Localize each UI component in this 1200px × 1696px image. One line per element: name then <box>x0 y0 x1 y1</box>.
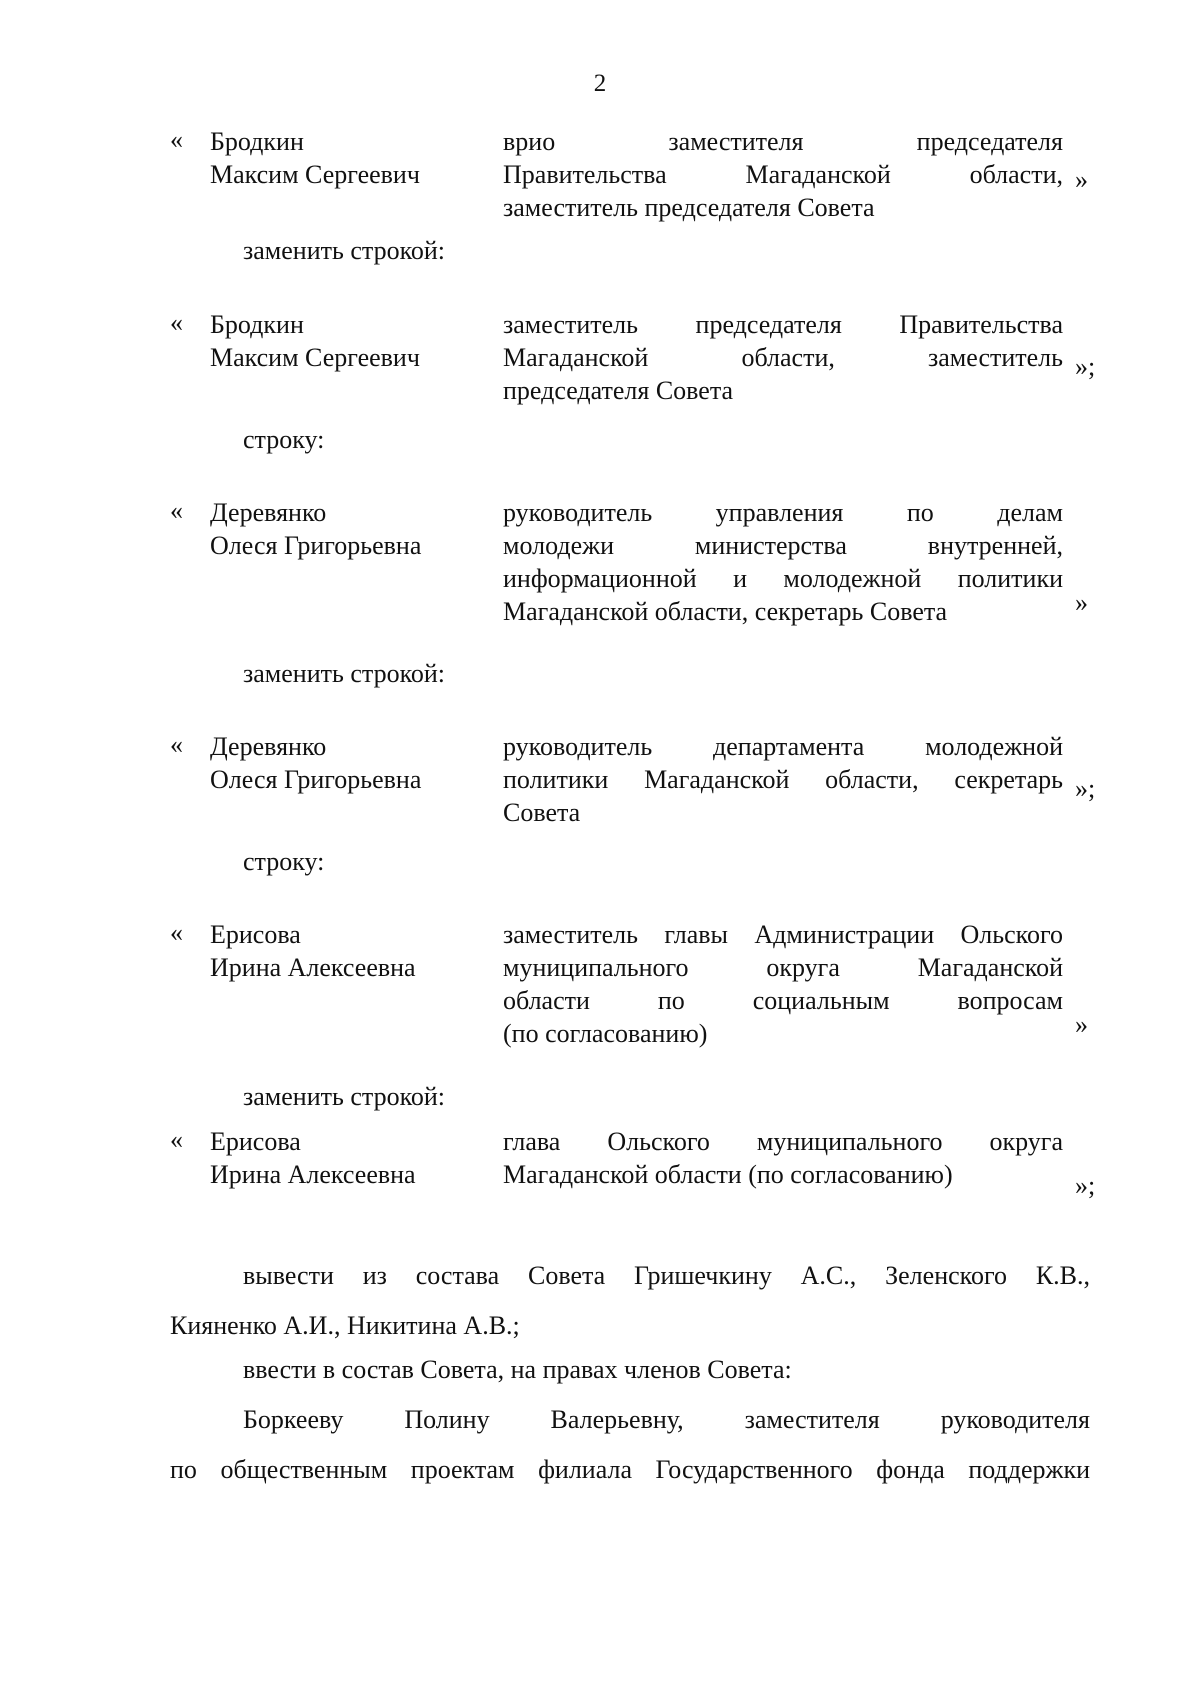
position-description <box>503 1125 1063 1191</box>
instruction-line: строку: <box>243 847 325 876</box>
position-line: области по социальным вопросам <box>503 986 1063 1015</box>
page-number: 2 <box>593 70 607 97</box>
position-line: (по согласованию) <box>503 1019 708 1048</box>
position-line: Магаданской области, секретарь Совета <box>503 597 948 626</box>
position-description <box>503 730 1063 829</box>
person-name <box>210 1125 490 1191</box>
position-line: Магаданской области, заместитель <box>503 343 1063 372</box>
quote-close: » <box>1075 1010 1088 1039</box>
paragraph-line: по общественным проектам филиала Государственного фонда поддержки <box>170 1455 1090 1484</box>
surname: Ерисова <box>210 920 301 949</box>
person-name <box>210 918 490 984</box>
quote-close: »; <box>1075 1171 1096 1200</box>
paragraph-line: Кияненко А.И., Никитина А.В.; <box>170 1311 520 1340</box>
quote-open: « <box>170 125 183 154</box>
quote-open: « <box>170 308 183 337</box>
position-line: председателя Совета <box>503 376 734 405</box>
quote-open: « <box>170 496 183 525</box>
given-names: Ирина Алексеевна <box>210 953 416 982</box>
given-names: Максим Сергеевич <box>210 160 420 189</box>
person-name <box>210 308 490 374</box>
position-description <box>503 496 1063 628</box>
position-line: заместитель председателя Правительства <box>503 310 1063 339</box>
person-name <box>210 730 490 796</box>
removal-paragraph <box>170 1251 1090 1351</box>
position-description <box>503 918 1063 1050</box>
position-line: заместитель главы Администрации Ольского <box>503 920 1063 949</box>
position-line: муниципального округа Магаданской <box>503 953 1063 982</box>
position-line: руководитель департамента молодежной <box>503 732 1063 761</box>
surname: Бродкин <box>210 310 304 339</box>
person-name <box>210 496 490 562</box>
quote-open: « <box>170 730 183 759</box>
surname: Деревянко <box>210 732 327 761</box>
paragraph-line: Боркееву Полину Валерьевну, заместителя руководителя <box>243 1405 1090 1434</box>
position-line: руководитель управления по делам <box>503 498 1063 527</box>
position-line: Магаданской области (по согласованию) <box>503 1160 953 1189</box>
instruction-line: строку: <box>243 425 325 454</box>
position-line: Правительства Магаданской области, <box>503 160 1063 189</box>
quote-open: « <box>170 1125 183 1154</box>
given-names: Максим Сергеевич <box>210 343 420 372</box>
quote-close: »; <box>1075 352 1096 381</box>
surname: Ерисова <box>210 1127 301 1156</box>
position-line: заместитель председателя Совета <box>503 193 875 222</box>
given-names: Ирина Алексеевна <box>210 1160 416 1189</box>
position-line: молодежи министерства внутренней, <box>503 531 1063 560</box>
given-names: Олеся Григорьевна <box>210 765 422 794</box>
position-line: врио заместителя председателя <box>503 127 1063 156</box>
quote-close: » <box>1075 588 1088 617</box>
position-description <box>503 308 1063 407</box>
position-line: Совета <box>503 798 581 827</box>
paragraph-line: ввести в состав Совета, на правах членов Совета: <box>243 1355 792 1384</box>
quote-close: »; <box>1075 774 1096 803</box>
given-names: Олеся Григорьевна <box>210 531 422 560</box>
surname: Деревянко <box>210 498 327 527</box>
position-description <box>503 125 1063 224</box>
position-line: глава Ольского муниципального округа <box>503 1127 1063 1156</box>
person-name <box>210 125 490 191</box>
quote-open: « <box>170 918 183 947</box>
position-line: политики Магаданской области, секретарь <box>503 765 1063 794</box>
instruction-replace: заменить строкой: <box>243 659 446 688</box>
instruction-replace: заменить строкой: <box>243 1082 446 1111</box>
paragraph-line: вывести из состава Совета Гришечкину А.С., Зеленского К.В., <box>243 1261 1090 1290</box>
addition-paragraph <box>170 1345 1090 1395</box>
position-line: информационной и молодежной политики <box>503 564 1063 593</box>
instruction-replace: заменить строкой: <box>243 236 446 265</box>
surname: Бродкин <box>210 127 304 156</box>
new-member-paragraph <box>170 1395 1090 1495</box>
quote-close: » <box>1075 165 1088 194</box>
